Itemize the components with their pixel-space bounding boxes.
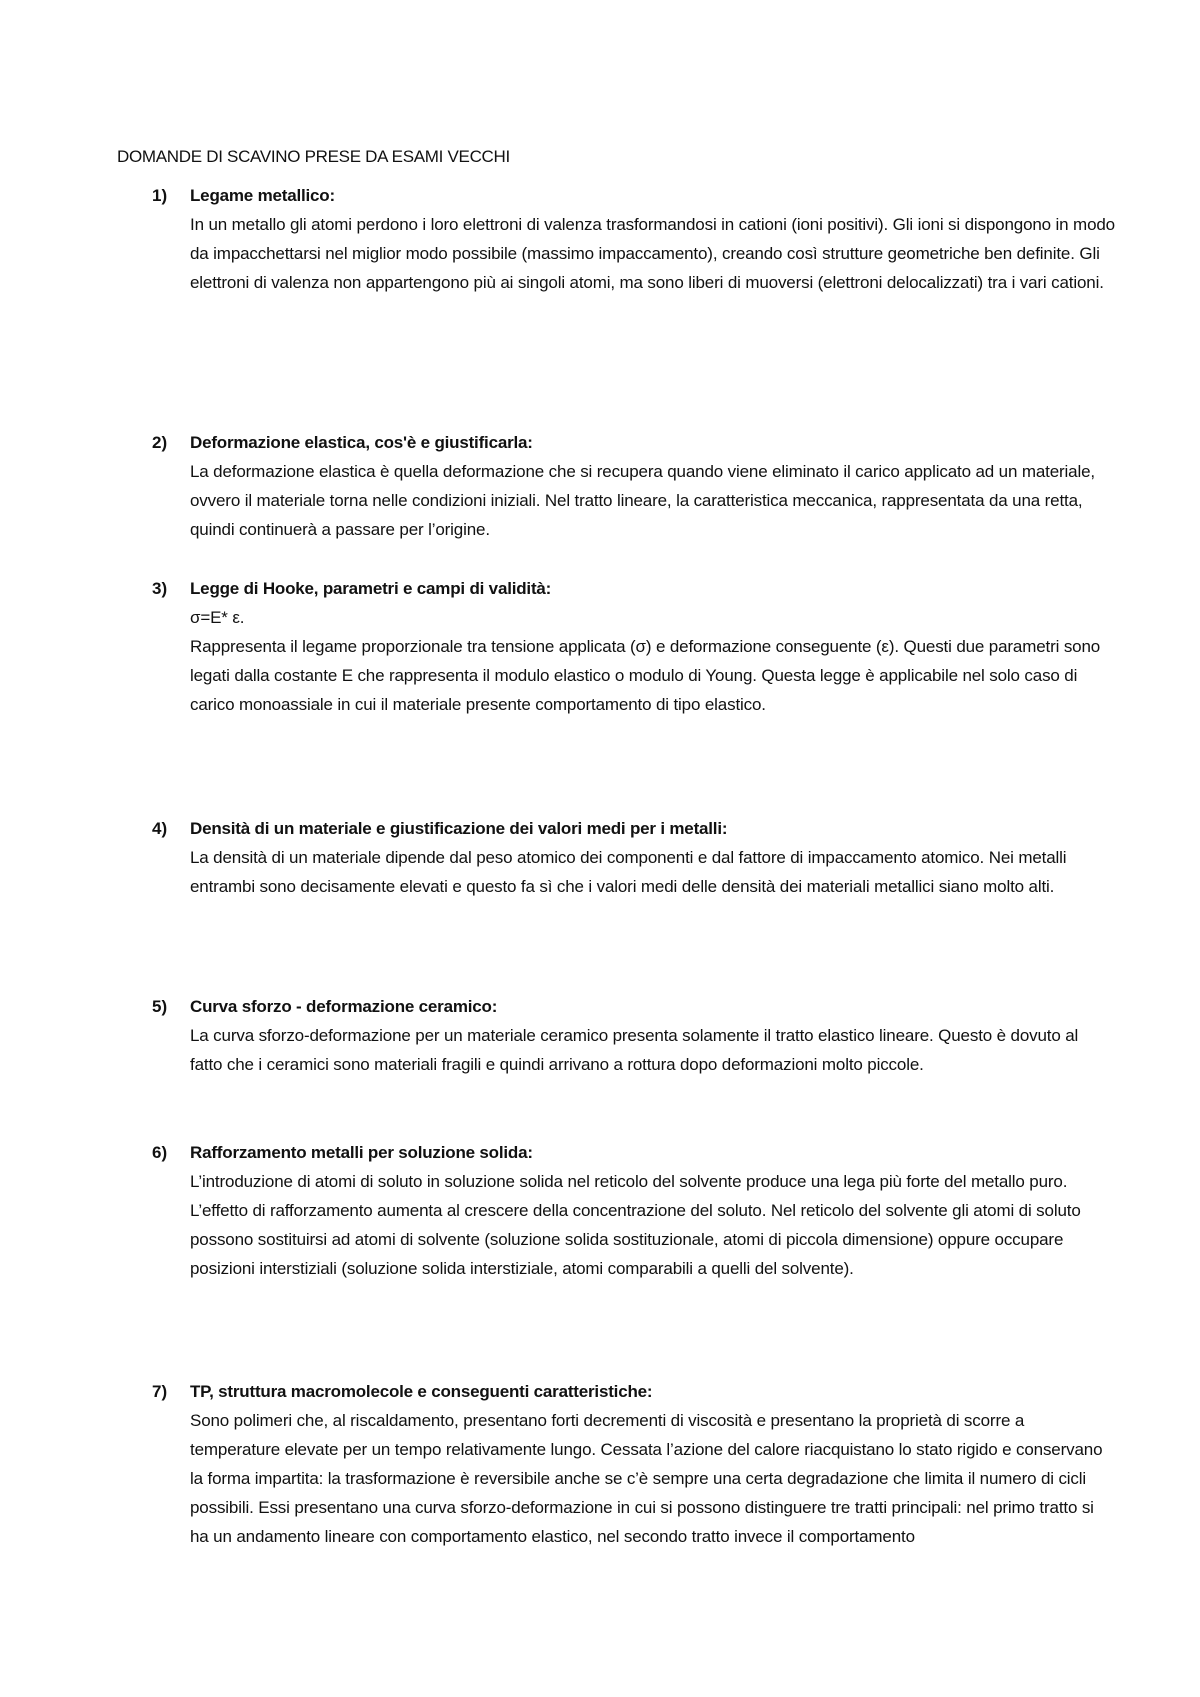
question-title: Legge di Hooke, parametri e campi di validità: [190, 579, 552, 598]
question-answer [190, 843, 1115, 901]
question-number: 6) [152, 1143, 168, 1162]
question-number: 2) [152, 433, 168, 452]
question-7 [117, 1378, 1117, 1551]
answer-paragraph: La curva sforzo-deformazione per un materiale ceramico presenta solamente il tratto elastico lineare. Questo è dovuto al fatto che i ceramici sono materiali fragili e quindi arrivano a rottura dopo deformazioni molto piccole. [190, 1026, 1079, 1074]
question-6 [117, 1139, 1117, 1283]
question-4 [117, 815, 1117, 901]
question-3 [117, 575, 1117, 719]
question-heading [117, 815, 1117, 843]
question-2 [117, 429, 1117, 544]
question-heading [117, 182, 1117, 210]
question-title: Densità di un materiale e giustificazione dei valori medi per i metalli: [190, 819, 728, 838]
answer-paragraph: Rappresenta il legame proporzionale tra tensione applicata (σ) e deformazione conseguente (ε). Questi due parametri sono legati dalla costante E che rappresenta il modulo elastico o modulo di Young. Questa legge è applicabile nel solo caso di carico monoassiale in cui il materiale presente comportamento di tipo elastico. [190, 637, 1101, 714]
question-title: Curva sforzo - deformazione ceramico: [190, 997, 498, 1016]
document-title: DOMANDE DI SCAVINO PRESE DA ESAMI VECCHI [117, 147, 510, 166]
question-number: 3) [152, 579, 168, 598]
question-5 [117, 993, 1117, 1079]
question-answer [190, 210, 1115, 297]
question-answer [190, 1167, 1115, 1283]
question-heading [117, 1139, 1117, 1167]
answer-paragraph: Sono polimeri che, al riscaldamento, presentano forti decrementi di viscosità e presentano la proprietà di scorre a temperature elevate per un tempo relativamente lungo. Cessata l’azione del calore riacquistano lo stato rigido e conservano la forma impartita: la trasformazione è reversibile anche se c’è sempre una certa degradazione che limita il numero di cicli possibili. Essi presentano una curva sforzo-deformazione in cui si possono distinguere tre tratti principali: nel primo tratto si ha un andamento lineare con comportamento elastico, nel secondo tratto invece il comportamento [190, 1411, 1103, 1546]
question-number: 7) [152, 1382, 168, 1401]
question-title: Rafforzamento metalli per soluzione solida: [190, 1143, 533, 1162]
question-number: 5) [152, 997, 168, 1016]
answer-paragraph: In un metallo gli atomi perdono i loro elettroni di valenza trasformandosi in cationi (ioni positivi). Gli ioni si dispongono in modo da impacchettarsi nel miglior modo possibile (massimo impaccamento), creando così strutture geometriche ben definite. Gli elettroni di valenza non appartengono più ai singoli atomi, ma sono liberi di muoversi (elettroni delocalizzati) tra i vari cationi. [190, 215, 1115, 292]
formula-line: σ=E* ε. [190, 608, 245, 627]
question-title: TP, struttura macromolecole e conseguenti caratteristiche: [190, 1382, 653, 1401]
question-title: Legame metallico: [190, 186, 335, 205]
question-title: Deformazione elastica, cos'è e giustificarla: [190, 433, 533, 452]
question-heading [117, 575, 1117, 603]
question-heading [117, 1378, 1117, 1406]
question-answer [190, 1406, 1115, 1551]
question-answer [190, 457, 1115, 544]
question-answer [190, 1021, 1115, 1079]
answer-paragraph: L’introduzione di atomi di soluto in soluzione solida nel reticolo del solvente produce una lega più forte del metallo puro. L’effetto di rafforzamento aumenta al crescere della concentrazione del soluto. Nel reticolo del solvente gli atomi di soluto possono sostituirsi ad atomi di solvente (soluzione solida sostituzionale, atomi di piccola dimensione) oppure occupare posizioni interstiziali (soluzione solida interstiziale, atomi comparabili a quelli del solvente). [190, 1172, 1081, 1278]
question-number: 4) [152, 819, 168, 838]
question-heading [117, 993, 1117, 1021]
answer-paragraph: La deformazione elastica è quella deformazione che si recupera quando viene eliminato il carico applicato ad un materiale, ovvero il materiale torna nelle condizioni iniziali. Nel tratto lineare, la caratteristica meccanica, rappresentata da una retta, quindi continuerà a passare per l’origine. [190, 462, 1095, 539]
question-heading [117, 429, 1117, 457]
question-1 [117, 182, 1117, 297]
answer-paragraph: La densità di un materiale dipende dal peso atomico dei componenti e dal fattore di impaccamento atomico. Nei metalli entrambi sono decisamente elevati e questo fa sì che i valori medi delle densità dei materiali metallici siano molto alti. [190, 848, 1067, 896]
question-number: 1) [152, 186, 168, 205]
question-answer [190, 603, 1115, 719]
